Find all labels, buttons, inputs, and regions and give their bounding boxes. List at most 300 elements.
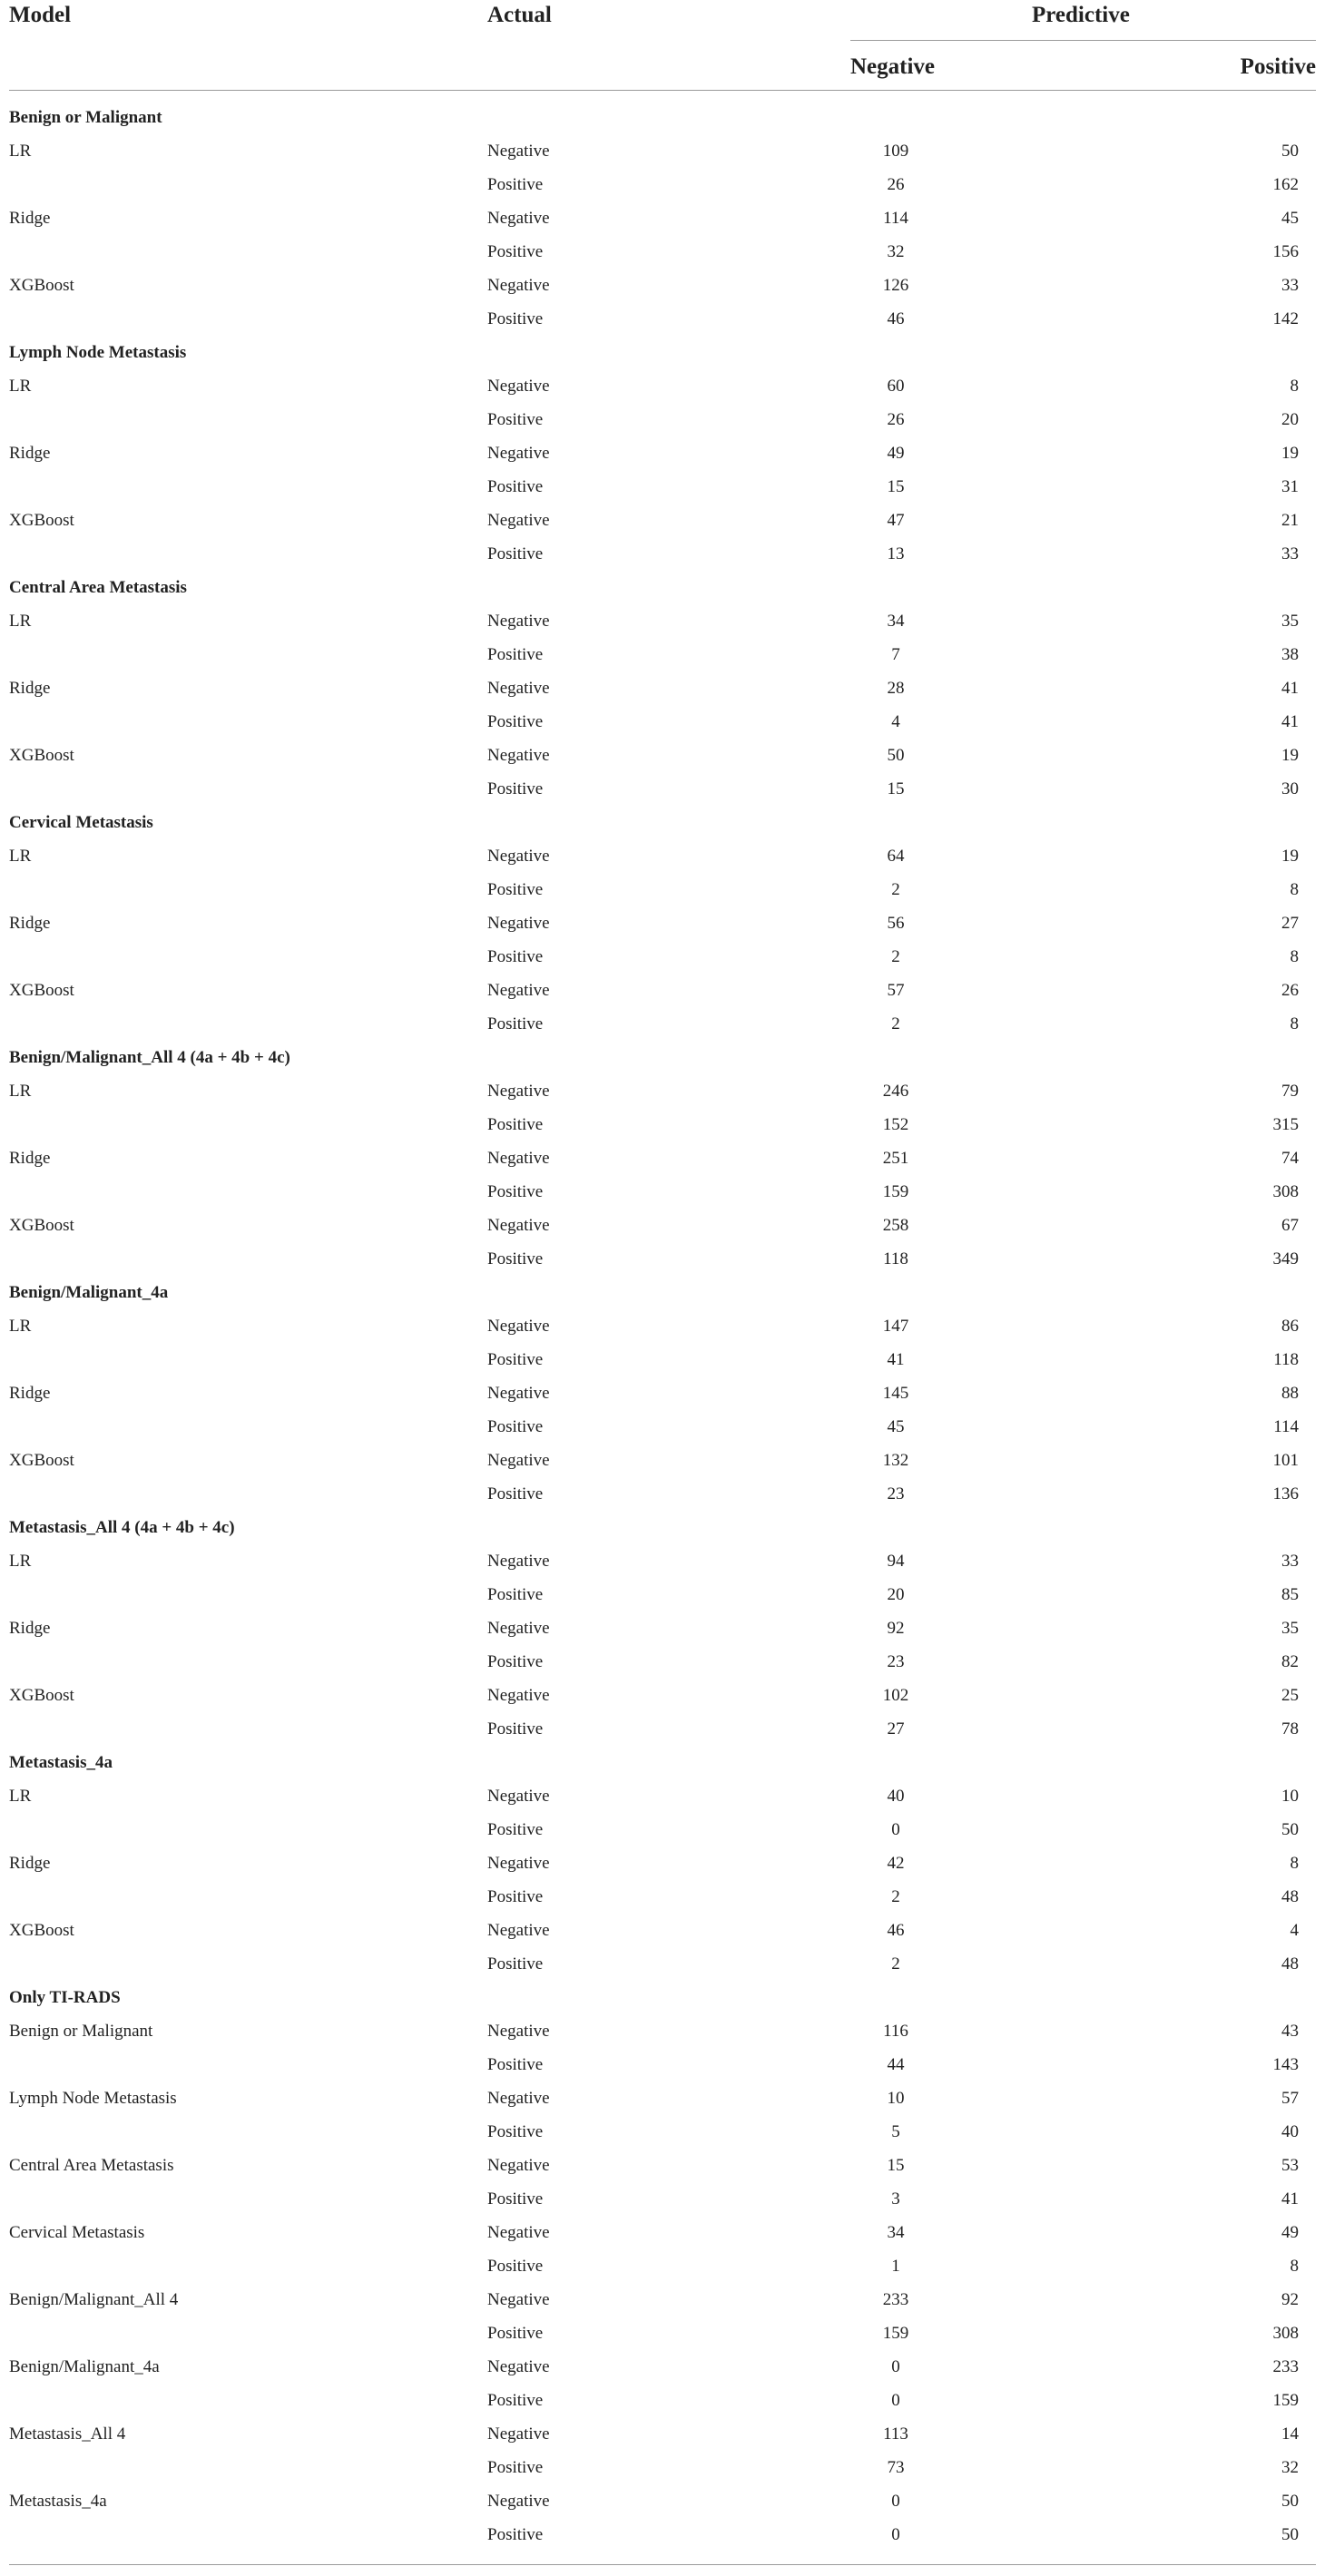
table-row (0, 1410, 1325, 1444)
predicted-positive-cell: 82 (1281, 1652, 1299, 1671)
actual-cell: Negative (487, 1854, 550, 1873)
actual-cell: Positive (487, 410, 544, 429)
section-title: Metastasis_4a (9, 1753, 113, 1772)
model-cell: Central Area Metastasis (9, 2156, 174, 2175)
section-header-row (0, 1511, 1325, 1544)
table-row (0, 2384, 1325, 2417)
actual-cell: Positive (487, 2189, 544, 2209)
header-predictive: Predictive (1032, 3, 1130, 27)
actual-cell: Positive (487, 477, 544, 496)
actual-cell: Negative (487, 2156, 550, 2175)
section-header-row (0, 571, 1325, 604)
actual-cell: Negative (487, 914, 550, 933)
predicted-negative-value: 246 (882, 1082, 909, 1101)
actual-cell: Negative (487, 1149, 550, 1168)
model-cell: XGBoost (9, 746, 74, 765)
section-title: Lymph Node Metastasis (9, 343, 187, 362)
table-row (0, 1578, 1325, 1611)
predicted-negative-value: 109 (882, 142, 909, 161)
predicted-negative-value: 145 (882, 1384, 909, 1403)
table-row (0, 1645, 1325, 1679)
table-row (0, 1611, 1325, 1645)
predicted-positive-cell: 35 (1281, 612, 1299, 631)
predicted-positive-cell: 79 (1281, 1082, 1299, 1101)
predicted-positive-cell: 74 (1281, 1149, 1299, 1168)
table-row (0, 2316, 1325, 2350)
predicted-negative-value: 159 (882, 1182, 909, 1201)
table-row (0, 302, 1325, 336)
actual-cell: Negative (487, 276, 550, 295)
predicted-negative-value: 49 (887, 444, 905, 463)
predicted-positive-cell: 67 (1281, 1216, 1299, 1235)
predicted-positive-cell: 33 (1281, 1552, 1299, 1571)
predicted-negative-value: 152 (882, 1115, 909, 1134)
predicted-negative-value: 23 (887, 1484, 905, 1503)
table-row (0, 1376, 1325, 1410)
table-body (0, 101, 1325, 2552)
predicted-negative-value: 46 (887, 1921, 905, 1940)
predicted-negative-value: 60 (887, 377, 905, 396)
predicted-positive-cell: 50 (1281, 2525, 1299, 2544)
actual-cell: Positive (487, 1820, 544, 1839)
actual-cell: Negative (487, 981, 550, 1000)
predicted-negative-value: 147 (882, 1317, 909, 1336)
predicted-positive-cell: 8 (1290, 1854, 1299, 1873)
predicted-positive-cell: 136 (1272, 1484, 1299, 1503)
predicted-negative-value: 46 (887, 309, 905, 328)
table-row (0, 2182, 1325, 2216)
predicted-negative-value: 102 (882, 1686, 909, 1705)
actual-cell: Positive (487, 2257, 544, 2276)
model-cell: LR (9, 142, 32, 161)
actual-cell: Positive (487, 2055, 544, 2074)
actual-cell: Positive (487, 1652, 544, 1671)
predicted-positive-cell: 156 (1272, 242, 1299, 261)
model-cell: LR (9, 847, 32, 866)
actual-cell: Negative (487, 2089, 550, 2108)
table-row (0, 1779, 1325, 1813)
predicted-positive-cell: 33 (1281, 544, 1299, 563)
table-row (0, 269, 1325, 302)
table-row (0, 2216, 1325, 2249)
table-row (0, 1679, 1325, 1712)
predicted-negative-value: 15 (887, 2156, 905, 2175)
table-row (0, 1309, 1325, 1343)
header-rule (9, 90, 1316, 91)
table-row (0, 1712, 1325, 1746)
predicted-positive-cell: 88 (1281, 1384, 1299, 1403)
predicted-positive-cell: 48 (1281, 1887, 1299, 1906)
predicted-negative-value: 126 (882, 276, 909, 295)
predicted-negative-value: 26 (887, 175, 905, 194)
actual-cell: Positive (487, 1249, 544, 1268)
actual-cell: Positive (487, 544, 544, 563)
table-row (0, 940, 1325, 974)
predicted-negative-value: 0 (891, 2492, 900, 2511)
model-cell: XGBoost (9, 1451, 74, 1470)
model-cell: XGBoost (9, 511, 74, 530)
predicted-positive-cell: 14 (1281, 2424, 1299, 2444)
table-row (0, 1175, 1325, 1209)
predicted-positive-cell: 33 (1281, 276, 1299, 295)
table-row (0, 705, 1325, 739)
actual-cell: Positive (487, 1887, 544, 1906)
table-row (0, 2283, 1325, 2316)
table-row (0, 1846, 1325, 1880)
predicted-negative-value: 94 (887, 1552, 905, 1571)
table-row (0, 1880, 1325, 1914)
predicted-positive-cell: 349 (1272, 1249, 1299, 1268)
predicted-positive-cell: 50 (1281, 2492, 1299, 2511)
predicted-negative-value: 113 (883, 2424, 908, 2444)
actual-cell: Negative (487, 1619, 550, 1638)
predicted-negative-value: 13 (887, 544, 905, 563)
table-row (0, 2149, 1325, 2182)
predictive-underline (850, 40, 1316, 41)
predicted-negative-value: 3 (891, 2189, 900, 2209)
table-row (0, 134, 1325, 168)
table-row (0, 1242, 1325, 1276)
actual-cell: Negative (487, 2492, 550, 2511)
table-row (0, 436, 1325, 470)
model-cell: Cervical Metastasis (9, 2223, 145, 2242)
predicted-negative-value: 10 (887, 2089, 905, 2108)
predicted-positive-cell: 19 (1281, 444, 1299, 463)
model-cell: LR (9, 1787, 32, 1806)
actual-cell: Negative (487, 142, 550, 161)
predicted-positive-cell: 92 (1281, 2290, 1299, 2309)
predicted-negative-value: 2 (891, 1887, 900, 1906)
predicted-positive-cell: 78 (1281, 1719, 1299, 1739)
actual-cell: Negative (487, 847, 550, 866)
model-cell: XGBoost (9, 1921, 74, 1940)
section-header-row (0, 1276, 1325, 1309)
table-row (0, 2081, 1325, 2115)
predicted-positive-cell: 143 (1272, 2055, 1299, 2074)
table-row (0, 2518, 1325, 2552)
predicted-positive-cell: 86 (1281, 1317, 1299, 1336)
model-cell: XGBoost (9, 981, 74, 1000)
actual-cell: Negative (487, 209, 550, 228)
predicted-negative-value: 1 (891, 2257, 900, 2276)
predicted-negative-value: 251 (882, 1149, 909, 1168)
table-row (0, 772, 1325, 806)
predicted-positive-cell: 41 (1281, 2189, 1299, 2209)
model-cell: Benign or Malignant (9, 2022, 153, 2041)
section-header-row (0, 1746, 1325, 1779)
predicted-negative-value: 64 (887, 847, 905, 866)
predicted-positive-cell: 233 (1272, 2357, 1299, 2376)
actual-cell: Negative (487, 679, 550, 698)
predicted-negative-value: 2 (891, 947, 900, 966)
section-title: Benign or Malignant (9, 108, 162, 127)
predicted-positive-cell: 45 (1281, 209, 1299, 228)
predicted-positive-cell: 10 (1281, 1787, 1299, 1806)
predicted-positive-cell: 142 (1272, 309, 1299, 328)
actual-cell: Negative (487, 377, 550, 396)
model-cell: Ridge (9, 1149, 51, 1168)
predicted-negative-value: 28 (887, 679, 905, 698)
predicted-positive-cell: 38 (1281, 645, 1299, 664)
model-cell: LR (9, 1552, 32, 1571)
table-row (0, 2484, 1325, 2518)
model-cell: Metastasis_4a (9, 2492, 107, 2511)
actual-cell: Positive (487, 779, 544, 798)
predicted-positive-cell: 8 (1290, 377, 1299, 396)
actual-cell: Negative (487, 2022, 550, 2041)
predicted-negative-value: 0 (891, 2525, 900, 2544)
predicted-negative-value: 0 (891, 2391, 900, 2410)
table-row (0, 1108, 1325, 1141)
actual-cell: Positive (487, 1417, 544, 1436)
predicted-positive-cell: 4 (1290, 1921, 1299, 1940)
model-cell: Ridge (9, 209, 51, 228)
table-row (0, 906, 1325, 940)
header-model: Model (9, 3, 72, 27)
actual-cell: Positive (487, 1484, 544, 1503)
table-row (0, 2350, 1325, 2384)
model-cell: Ridge (9, 679, 51, 698)
predicted-positive-cell: 25 (1281, 1686, 1299, 1705)
actual-cell: Negative (487, 1082, 550, 1101)
predicted-positive-cell: 101 (1272, 1451, 1299, 1470)
section-title: Cervical Metastasis (9, 813, 153, 832)
model-cell: LR (9, 1317, 32, 1336)
table-row (0, 739, 1325, 772)
predicted-negative-value: 0 (891, 1820, 900, 1839)
actual-cell: Positive (487, 2458, 544, 2477)
table-row (0, 2048, 1325, 2081)
actual-cell: Negative (487, 746, 550, 765)
bottom-rule (9, 2564, 1316, 2565)
section-header-row (0, 101, 1325, 134)
predicted-negative-value: 45 (887, 1417, 905, 1436)
predicted-positive-cell: 8 (1290, 1014, 1299, 1033)
predicted-negative-value: 27 (887, 1719, 905, 1739)
table-row (0, 2014, 1325, 2048)
table-row (0, 403, 1325, 436)
predicted-positive-cell: 48 (1281, 1954, 1299, 1974)
predicted-positive-cell: 8 (1290, 880, 1299, 899)
predicted-negative-value: 41 (887, 1350, 905, 1369)
model-cell: Benign/Malignant_4a (9, 2357, 160, 2376)
predicted-positive-cell: 41 (1281, 679, 1299, 698)
actual-cell: Positive (487, 645, 544, 664)
predicted-negative-value: 15 (887, 477, 905, 496)
actual-cell: Negative (487, 1552, 550, 1571)
predicted-positive-cell: 50 (1281, 1820, 1299, 1839)
predicted-negative-value: 32 (887, 242, 905, 261)
predicted-negative-value: 47 (887, 511, 905, 530)
actual-cell: Positive (487, 242, 544, 261)
actual-cell: Positive (487, 1014, 544, 1033)
model-cell: Ridge (9, 1619, 51, 1638)
actual-cell: Negative (487, 1921, 550, 1940)
predicted-negative-value: 118 (883, 1249, 908, 1268)
predicted-negative-value: 92 (887, 1619, 905, 1638)
table-row (0, 537, 1325, 571)
predicted-negative-value: 57 (887, 981, 905, 1000)
actual-cell: Negative (487, 1686, 550, 1705)
predicted-negative-value: 34 (887, 612, 905, 631)
predicted-negative-value: 7 (891, 645, 900, 664)
predicted-positive-cell: 20 (1281, 410, 1299, 429)
actual-cell: Positive (487, 712, 544, 731)
actual-cell: Negative (487, 1317, 550, 1336)
section-title: Metastasis_All 4 (4a + 4b + 4c) (9, 1518, 235, 1537)
predicted-positive-cell: 159 (1272, 2391, 1299, 2410)
model-cell: Ridge (9, 914, 51, 933)
predicted-positive-cell: 19 (1281, 847, 1299, 866)
predicted-positive-cell: 21 (1281, 511, 1299, 530)
predicted-negative-value: 132 (882, 1451, 909, 1470)
table-row (0, 839, 1325, 873)
table-row (0, 1074, 1325, 1108)
model-cell: Ridge (9, 444, 51, 463)
predicted-positive-cell: 41 (1281, 712, 1299, 731)
predicted-positive-cell: 50 (1281, 142, 1299, 161)
actual-cell: Negative (487, 1384, 550, 1403)
predicted-positive-cell: 40 (1281, 2122, 1299, 2141)
predicted-positive-cell: 26 (1281, 981, 1299, 1000)
actual-cell: Negative (487, 511, 550, 530)
actual-cell: Negative (487, 1787, 550, 1806)
actual-cell: Positive (487, 1719, 544, 1739)
section-header-row (0, 806, 1325, 839)
table-row (0, 369, 1325, 403)
model-cell: Benign/Malignant_All 4 (9, 2290, 179, 2309)
predicted-negative-value: 40 (887, 1787, 905, 1806)
predicted-positive-cell: 30 (1281, 779, 1299, 798)
actual-cell: Positive (487, 2324, 544, 2343)
predicted-positive-cell: 118 (1273, 1350, 1299, 1369)
predicted-positive-cell: 49 (1281, 2223, 1299, 2242)
actual-cell: Positive (487, 1585, 544, 1604)
header-negative: Negative (850, 54, 936, 79)
actual-cell: Negative (487, 2357, 550, 2376)
predicted-negative-value: 20 (887, 1585, 905, 1604)
table-row (0, 1343, 1325, 1376)
predicted-positive-cell: 57 (1281, 2089, 1299, 2108)
table-row (0, 1947, 1325, 1981)
actual-cell: Negative (487, 444, 550, 463)
predicted-negative-value: 56 (887, 914, 905, 933)
predicted-negative-value: 15 (887, 779, 905, 798)
predicted-negative-value: 114 (883, 209, 908, 228)
section-header-row (0, 1041, 1325, 1074)
predicted-positive-cell: 43 (1281, 2022, 1299, 2041)
table-row (0, 1544, 1325, 1578)
predicted-negative-value: 42 (887, 1854, 905, 1873)
section-title: Only TI-RADS (9, 1988, 121, 2007)
predicted-positive-cell: 315 (1272, 1115, 1299, 1134)
predicted-negative-value: 0 (891, 2357, 900, 2376)
header-actual: Actual (487, 3, 552, 27)
predicted-positive-cell: 27 (1281, 914, 1299, 933)
predicted-negative-value: 34 (887, 2223, 905, 2242)
model-cell: LR (9, 612, 32, 631)
table-row (0, 2451, 1325, 2484)
actual-cell: Positive (487, 1182, 544, 1201)
actual-cell: Positive (487, 947, 544, 966)
predicted-negative-value: 23 (887, 1652, 905, 1671)
table-row (0, 201, 1325, 235)
table-row (0, 1209, 1325, 1242)
actual-cell: Negative (487, 2290, 550, 2309)
predicted-positive-cell: 162 (1272, 175, 1299, 194)
actual-cell: Positive (487, 309, 544, 328)
predicted-negative-value: 26 (887, 410, 905, 429)
predicted-negative-value: 2 (891, 1954, 900, 1974)
actual-cell: Negative (487, 1451, 550, 1470)
model-cell: Lymph Node Metastasis (9, 2089, 177, 2108)
predicted-positive-cell: 53 (1281, 2156, 1299, 2175)
actual-cell: Positive (487, 1350, 544, 1369)
actual-cell: Negative (487, 612, 550, 631)
model-cell: LR (9, 377, 32, 396)
table-row (0, 1477, 1325, 1511)
predicted-positive-cell: 32 (1281, 2458, 1299, 2477)
model-cell: LR (9, 1082, 32, 1101)
predicted-positive-cell: 308 (1272, 1182, 1299, 1201)
model-cell: XGBoost (9, 1216, 74, 1235)
section-title: Benign/Malignant_4a (9, 1283, 169, 1302)
model-cell: Metastasis_All 4 (9, 2424, 126, 2444)
table-row (0, 1141, 1325, 1175)
model-cell: Ridge (9, 1854, 51, 1873)
table-row (0, 974, 1325, 1007)
actual-cell: Positive (487, 1954, 544, 1974)
actual-cell: Negative (487, 1216, 550, 1235)
table-row (0, 1007, 1325, 1041)
predicted-negative-value: 73 (887, 2458, 905, 2477)
predicted-positive-cell: 85 (1281, 1585, 1299, 1604)
table-row (0, 638, 1325, 671)
actual-cell: Positive (487, 880, 544, 899)
actual-cell: Positive (487, 2122, 544, 2141)
predicted-positive-cell: 114 (1273, 1417, 1299, 1436)
section-title: Benign/Malignant_All 4 (4a + 4b + 4c) (9, 1048, 290, 1067)
table-row (0, 873, 1325, 906)
predicted-negative-value: 116 (883, 2022, 908, 2041)
predicted-negative-value: 44 (887, 2055, 905, 2074)
model-cell: XGBoost (9, 276, 74, 295)
predicted-positive-cell: 8 (1290, 2257, 1299, 2276)
actual-cell: Positive (487, 175, 544, 194)
predicted-negative-value: 4 (891, 712, 900, 731)
predicted-negative-value: 258 (882, 1216, 909, 1235)
actual-cell: Positive (487, 1115, 544, 1134)
section-header-row (0, 336, 1325, 369)
table-row (0, 2249, 1325, 2283)
predicted-positive-cell: 35 (1281, 1619, 1299, 1638)
predicted-negative-value: 50 (887, 746, 905, 765)
table-row (0, 671, 1325, 705)
predicted-negative-value: 159 (882, 2324, 909, 2343)
table-row (0, 1813, 1325, 1846)
table-row (0, 168, 1325, 201)
table-row (0, 604, 1325, 638)
table-row (0, 2115, 1325, 2149)
header-positive: Positive (1240, 54, 1316, 79)
actual-cell: Positive (487, 2525, 544, 2544)
section-title: Central Area Metastasis (9, 578, 187, 597)
predicted-negative-value: 2 (891, 1014, 900, 1033)
section-header-row (0, 1981, 1325, 2014)
table-row (0, 1444, 1325, 1477)
predicted-negative-value: 233 (882, 2290, 909, 2309)
predicted-positive-cell: 308 (1272, 2324, 1299, 2343)
